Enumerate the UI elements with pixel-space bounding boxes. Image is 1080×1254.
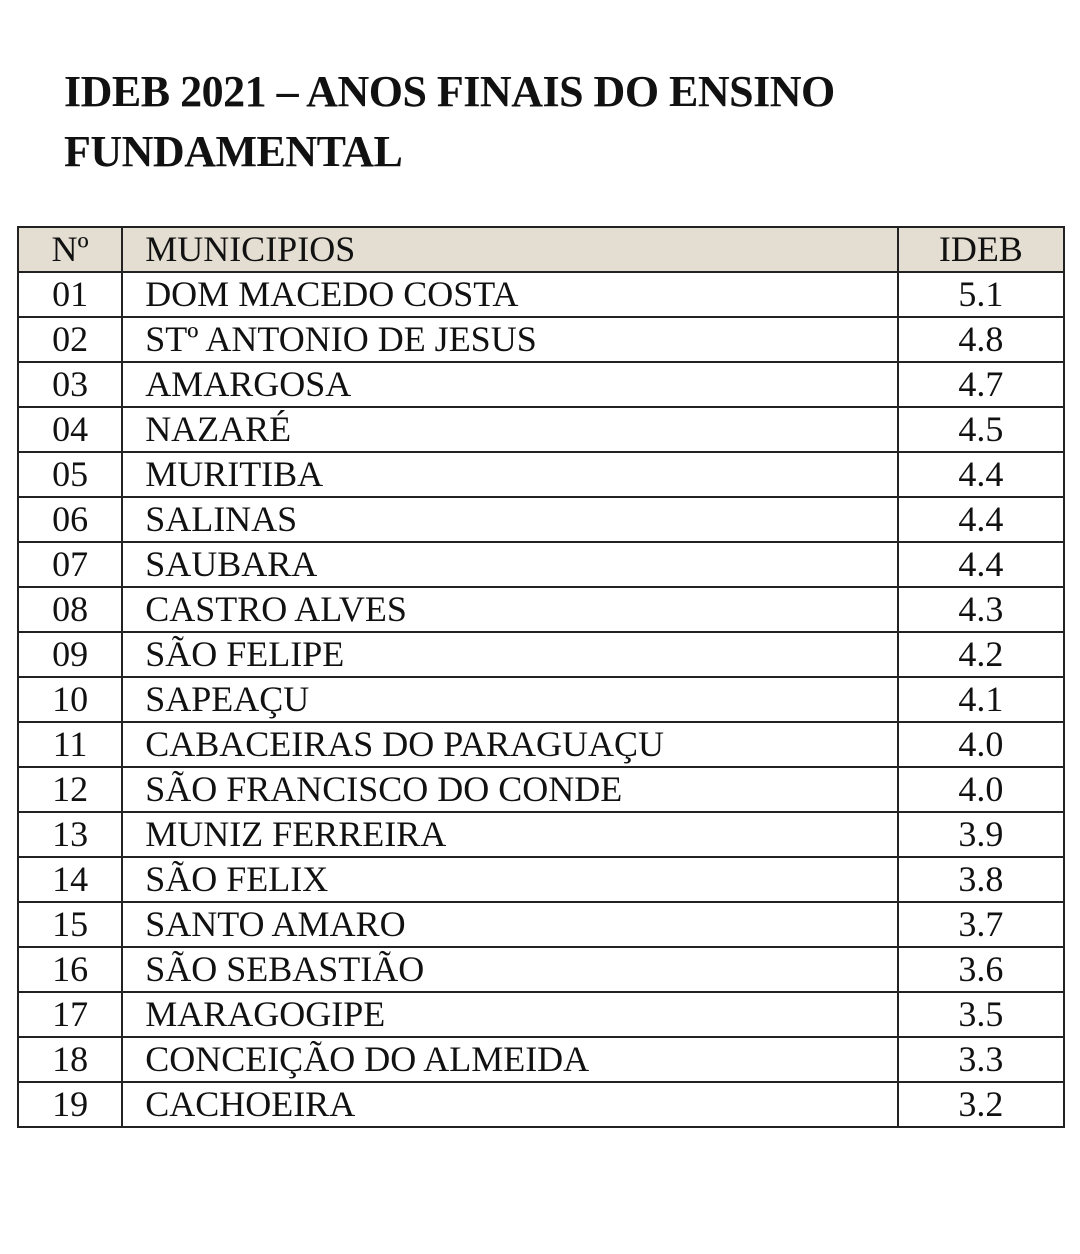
row-ideb-score: 3.6	[898, 947, 1064, 992]
row-municipio: MUNIZ FERREIRA	[122, 812, 897, 857]
row-number: 17	[18, 992, 122, 1037]
table-row	[18, 587, 1064, 632]
row-municipio: NAZARÉ	[122, 407, 897, 452]
row-municipio: SÃO FRANCISCO DO CONDE	[122, 767, 897, 812]
table-row	[18, 677, 1064, 722]
row-number: 16	[18, 947, 122, 992]
table-row	[18, 632, 1064, 677]
page-title-line-1: IDEB 2021 – ANOS FINAIS DO ENSINO	[64, 67, 835, 116]
row-ideb-score: 3.3	[898, 1037, 1064, 1082]
table-row	[18, 362, 1064, 407]
row-number: 18	[18, 1037, 122, 1082]
table-row	[18, 947, 1064, 992]
row-municipio: SAPEAÇU	[122, 677, 897, 722]
row-number: 05	[18, 452, 122, 497]
row-number: 04	[18, 407, 122, 452]
row-number: 03	[18, 362, 122, 407]
row-municipio: CACHOEIRA	[122, 1082, 897, 1127]
table-header	[18, 227, 1064, 272]
row-municipio: SÃO FELIX	[122, 857, 897, 902]
row-ideb-score: 3.9	[898, 812, 1064, 857]
row-number: 02	[18, 317, 122, 362]
row-ideb-score: 4.0	[898, 767, 1064, 812]
row-number: 19	[18, 1082, 122, 1127]
table-row	[18, 317, 1064, 362]
row-number: 11	[18, 722, 122, 767]
row-number: 10	[18, 677, 122, 722]
table-row	[18, 272, 1064, 317]
header-number: Nº	[18, 227, 122, 272]
table-row	[18, 812, 1064, 857]
row-ideb-score: 3.8	[898, 857, 1064, 902]
row-municipio: STº ANTONIO DE JESUS	[122, 317, 897, 362]
table-row	[18, 767, 1064, 812]
table-body	[18, 272, 1064, 1127]
table-row	[18, 857, 1064, 902]
row-ideb-score: 4.4	[898, 542, 1064, 587]
row-number: 08	[18, 587, 122, 632]
table-row	[18, 497, 1064, 542]
row-ideb-score: 4.5	[898, 407, 1064, 452]
header-ideb: IDEB	[898, 227, 1064, 272]
row-municipio: MARAGOGIPE	[122, 992, 897, 1037]
table-header-row	[18, 227, 1064, 272]
ideb-ranking-table	[17, 226, 1065, 1128]
row-municipio: CONCEIÇÃO DO ALMEIDA	[122, 1037, 897, 1082]
row-ideb-score: 4.0	[898, 722, 1064, 767]
row-ideb-score: 4.4	[898, 497, 1064, 542]
row-number: 09	[18, 632, 122, 677]
page-title	[64, 62, 964, 182]
page-title-line-2: FUNDAMENTAL	[64, 127, 403, 176]
header-municipios: MUNICIPIOS	[122, 227, 897, 272]
row-municipio: SÃO FELIPE	[122, 632, 897, 677]
row-number: 06	[18, 497, 122, 542]
table-row	[18, 407, 1064, 452]
row-number: 14	[18, 857, 122, 902]
row-ideb-score: 4.4	[898, 452, 1064, 497]
row-number: 07	[18, 542, 122, 587]
row-municipio: SAUBARA	[122, 542, 897, 587]
row-ideb-score: 3.2	[898, 1082, 1064, 1127]
row-municipio: DOM MACEDO COSTA	[122, 272, 897, 317]
table-row	[18, 542, 1064, 587]
row-ideb-score: 4.7	[898, 362, 1064, 407]
row-number: 12	[18, 767, 122, 812]
row-municipio: SÃO SEBASTIÃO	[122, 947, 897, 992]
table-row	[18, 1082, 1064, 1127]
table-row	[18, 902, 1064, 947]
row-ideb-score: 4.1	[898, 677, 1064, 722]
table-row	[18, 992, 1064, 1037]
row-number: 01	[18, 272, 122, 317]
row-ideb-score: 4.3	[898, 587, 1064, 632]
table-row	[18, 452, 1064, 497]
row-ideb-score: 3.7	[898, 902, 1064, 947]
row-municipio: SALINAS	[122, 497, 897, 542]
row-ideb-score: 4.2	[898, 632, 1064, 677]
table-row	[18, 1037, 1064, 1082]
row-number: 13	[18, 812, 122, 857]
row-municipio: CASTRO ALVES	[122, 587, 897, 632]
row-municipio: MURITIBA	[122, 452, 897, 497]
row-ideb-score: 3.5	[898, 992, 1064, 1037]
table-row	[18, 722, 1064, 767]
row-municipio: AMARGOSA	[122, 362, 897, 407]
row-ideb-score: 5.1	[898, 272, 1064, 317]
row-municipio: SANTO AMARO	[122, 902, 897, 947]
row-number: 15	[18, 902, 122, 947]
row-municipio: CABACEIRAS DO PARAGUAÇU	[122, 722, 897, 767]
row-ideb-score: 4.8	[898, 317, 1064, 362]
